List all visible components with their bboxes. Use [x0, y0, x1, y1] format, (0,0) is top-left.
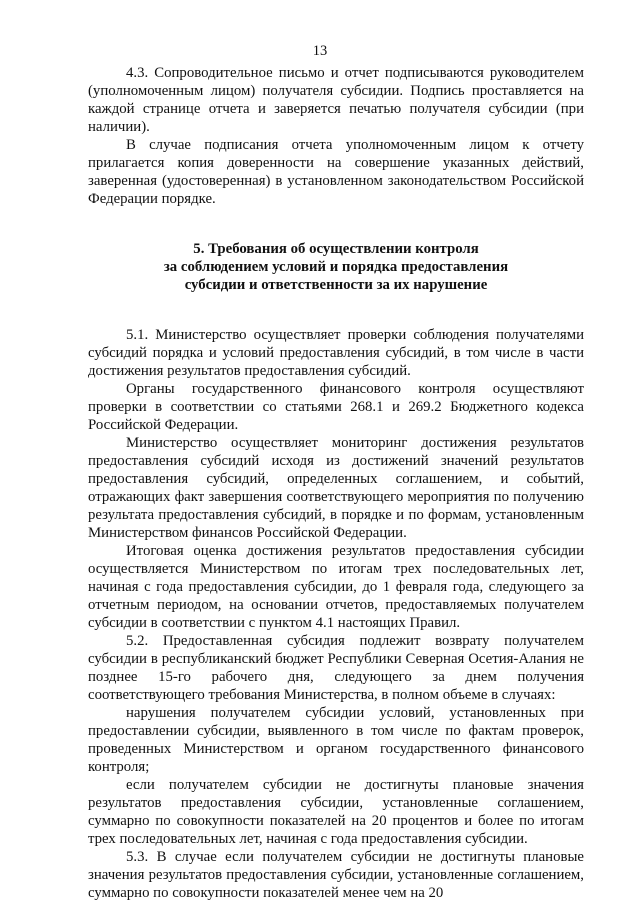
page-number: 13: [312, 43, 328, 59]
paragraph-not-achieved-case: если получателем субсидии не достигнуты плановые значения результатов предоставления субсидии, установленные соглашением, суммарно по совокупности показателей на 20 процентов и более по итогам трех последовательных лет, начиная с года предоставления субсидии.: [88, 777, 584, 847]
paragraph-final-assessment: Итоговая оценка достижения результатов предоставления субсидии осуществляется Министерством по итогам трех последовательных лет, начиная с года предоставления субсидии, до 1 февраля года, следующего за отчетным периодом, на основании отчетов, предоставляемых получателем субсидии в соответствии с пунктом 4.1 настоящих Правил.: [88, 543, 584, 631]
section-title-line-2: за соблюдением условий и порядка предоставления: [163, 259, 509, 275]
paragraph-4-3: 4.3. Сопроводительное письмо и отчет подписываются руководителем (уполномоченным лицом) получателя субсидии. Подпись проставляется на каждой странице отчета и заверяется печатью получателя субсидии (при наличии).: [88, 65, 584, 135]
document-body: [88, 64, 584, 902]
paragraph-5-1: 5.1. Министерство осуществляет проверки соблюдения получателями субсидий порядка и условий предоставления субсидий, в том числе в части достижения результатов предоставления субсидий.: [88, 327, 584, 379]
section-title: [88, 240, 584, 294]
paragraph-monitoring: Министерство осуществляет мониторинг достижения результатов предоставления субсидий исходя из достижений значений результатов предоставления субсидий, определенных соглашением, и событий, отражающих факт завершения соответствующего мероприятия по получению результата предоставления субсидий, в порядке и по формам, установленным Министерством финансов Российской Федерации.: [88, 435, 584, 541]
section-title-line-3: субсидии и ответственности за их нарушение: [184, 277, 488, 293]
paragraph-5-3: 5.3. В случае если получателем субсидии не достигнуты плановые значения результатов предоставления субсидии, установленные соглашением, суммарно по совокупности показателей менее чем на 20: [88, 849, 584, 901]
section-title-line-1: 5. Требования об осуществлении контроля: [193, 241, 479, 257]
paragraph-5-2: 5.2. Предоставленная субсидия подлежит возврату получателем субсидии в республиканский бюджет Республики Северная Осетия-Алания не позднее 15-го рабочего дня, следующего за днем получения соответствующего требования Министерства, в полном объеме в случаях:: [88, 633, 584, 703]
paragraph-authorized-person: В случае подписания отчета уполномоченным лицом к отчету прилагается копия доверенности на совершение указанных действий, заверенная (удостоверенная) в установленном законодательством Российской Федерации порядке.: [88, 137, 584, 207]
paragraph-violation-case: нарушения получателем субсидии условий, установленных при предоставлении субсидии, выявленного в том числе по фактам проверок, проведенных Министерством и органом государственного финансового контроля;: [88, 705, 584, 775]
paragraph-financial-control: Органы государственного финансового контроля осуществляют проверки в соответствии со статьями 268.1 и 269.2 Бюджетного кодекса Российской Федерации.: [88, 381, 584, 433]
